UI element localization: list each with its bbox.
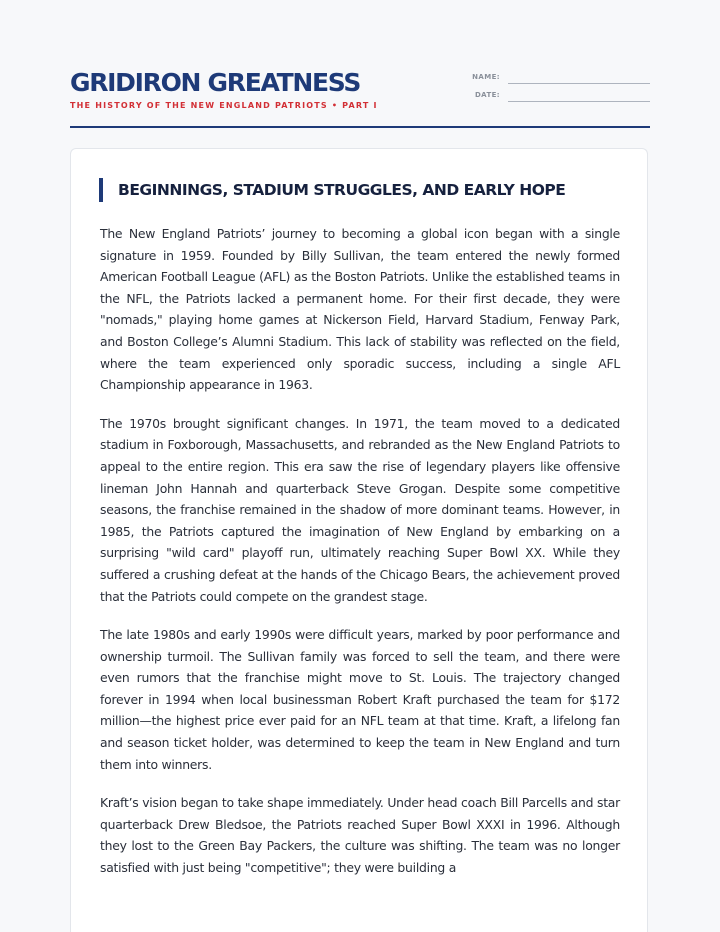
worksheet-subtitle: THE HISTORY OF THE NEW ENGLAND PATRIOTS • PART I [70,101,378,110]
date-field-row [450,90,650,104]
paragraph-1: The New England Patriots’ journey to becoming a global icon began with a single signature in 1959. Founded by Billy Sullivan, the team entered the newly formed American Football League (AFL) as the Boston Patriots. Unlike the established teams in the NFL, the Patriots lacked a permanent home. For their first decade, they were "nomads," playing home games at Nickerson Field, Harvard Stadium, Fenway Park, and Boston College’s Alumni Stadium. This lack of stability was reflected on the field, where the team experienced only sporadic success, including a single AFL Championship appearance in 1963. [100,226,620,393]
paragraph-2: The 1970s brought significant changes. In 1971, the team moved to a dedicated stadium in Foxborough, Massachusetts, and rebranded as the New England Patriots to appeal to the entire region. This era saw the rise of legendary players like offensive lineman John Hannah and quarterback Steve Grogan. Despite some competitive seasons, the franchise remained in the shadow of more dominant teams. However, in 1985, the Patriots captured the imagination of New England by embarking on a surprising "wild card" playoff run, ultimately reaching Super Bowl XX. While they suffered a crushing defeat at the hands of the Chicago Bears, the achievement proved that the Patriots could compete on the grandest stage. [100,415,620,604]
date-field[interactable] [508,101,650,102]
content-card [70,148,648,932]
worksheet-title: GRIDIRON GREATNESS [70,68,361,97]
name-field[interactable] [508,83,650,84]
section-heading: BEGINNINGS, STADIUM STRUGGLES, AND EARLY HOPE [99,178,565,202]
section-body [100,223,620,896]
paragraph-4: Kraft’s vision began to take shape immediately. Under head coach Bill Parcells and star quarterback Drew Bledsoe, the Patriots reached Super Bowl XXXI in 1996. Although they lost to the Green Bay Packers, the culture was shifting. The team was no longer satisfied with just being "competitive"; they were building a [100,795,620,876]
name-field-row [450,72,650,86]
name-label: NAME: [472,73,500,81]
date-label: DATE: [474,91,500,99]
paragraph-3: The late 1980s and early 1990s were difficult years, marked by poor performance and ownership turmoil. The Sullivan family was forced to sell the team, and there were even rumors that the franchise might move to St. Louis. The trajectory changed forever in 1994 when local businessman Robert Kraft purchased the team for $172 million—the highest price ever paid for an NFL team at that time. Kraft, a lifelong fan and season ticket holder, was determined to keep the team in New England and turn them into winners. [100,627,620,772]
worksheet-header [70,66,650,128]
